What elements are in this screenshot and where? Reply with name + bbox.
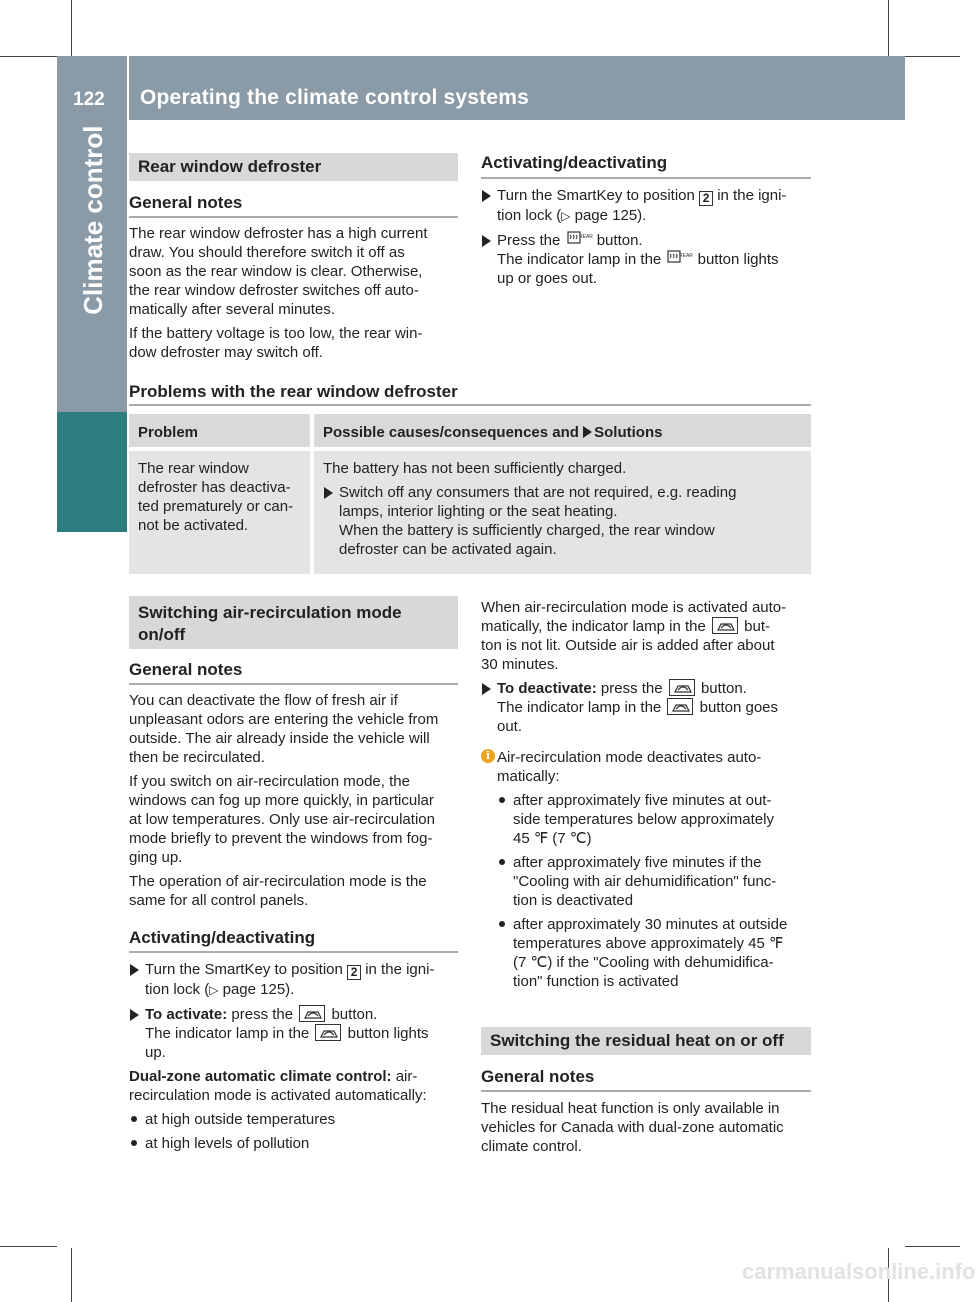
crop-mark bbox=[0, 1246, 57, 1247]
step-arrow-icon bbox=[482, 190, 491, 202]
title-line: Switching air-recirculation mode bbox=[138, 603, 402, 622]
rear-label: REAR bbox=[578, 234, 593, 240]
header-separator bbox=[127, 56, 129, 120]
step-text: out. bbox=[497, 718, 523, 735]
dual-zone-paragraph bbox=[129, 1067, 464, 1105]
recirculation-steps bbox=[129, 960, 464, 1158]
solution-step bbox=[323, 483, 803, 559]
list-item bbox=[497, 791, 816, 848]
step-text: Press the bbox=[497, 232, 561, 249]
table-cell-causes bbox=[314, 451, 811, 574]
defroster-steps bbox=[481, 186, 816, 293]
text-line: ton is not lit. Outside air is added after about bbox=[481, 637, 775, 654]
text-line: lamps, interior lighting or the seat heating. bbox=[339, 503, 618, 520]
list-item bbox=[497, 853, 816, 910]
bullet-icon bbox=[499, 921, 505, 927]
crop-mark bbox=[71, 1248, 72, 1302]
rear-label: REAR bbox=[679, 253, 694, 259]
text-line: 30 minutes. bbox=[481, 656, 559, 673]
step-text: tion lock ( bbox=[497, 207, 562, 224]
step-text: button. bbox=[700, 680, 747, 697]
text-line: If the battery voltage is too low, the rear win- bbox=[129, 325, 423, 342]
page-reference[interactable]: page 125). bbox=[222, 981, 295, 998]
text-line: ging up. bbox=[129, 849, 183, 866]
activating-heading: Activating/deactivating bbox=[129, 928, 316, 947]
recirculation-button-icon bbox=[669, 679, 695, 696]
heading-rule bbox=[129, 404, 811, 406]
step-text: press the bbox=[231, 1006, 294, 1023]
text-line: (7 ℃) if the "Cooling with dehumidifica- bbox=[513, 954, 774, 971]
heading-rule bbox=[129, 683, 458, 685]
step-text: press the bbox=[600, 680, 663, 697]
step-text: button goes bbox=[699, 699, 779, 716]
step-label: To deactivate: bbox=[497, 680, 597, 697]
text-line: The operation of air-recirculation mode is the bbox=[129, 873, 427, 890]
instruction-step bbox=[481, 186, 816, 226]
text-line: unpleasant odors are entering the vehicle from bbox=[129, 711, 439, 728]
table-header-causes bbox=[314, 414, 811, 447]
problems-heading: Problems with the rear window defroster bbox=[129, 382, 458, 401]
step-arrow-icon bbox=[482, 235, 491, 247]
key-position-icon: 2 bbox=[699, 191, 713, 206]
text-line: same for all control panels. bbox=[129, 892, 309, 909]
text-line: The rear window defroster has a high current bbox=[129, 225, 428, 242]
instruction-step bbox=[481, 231, 816, 288]
page-number: 122 bbox=[73, 89, 105, 110]
crop-mark bbox=[71, 0, 72, 56]
residual-heat-notes bbox=[481, 1099, 816, 1156]
instruction-step bbox=[129, 960, 464, 1000]
text-line: after approximately five minutes if the bbox=[513, 854, 762, 871]
title-line: on/off bbox=[138, 625, 186, 644]
text-line: mode briefly to prevent the windows from fog- bbox=[129, 830, 433, 847]
text-line: When air-recirculation mode is activated auto- bbox=[481, 599, 787, 616]
step-text: The indicator lamp in the bbox=[497, 251, 662, 268]
text-line: The rear window bbox=[138, 460, 249, 477]
notes-paragraph bbox=[129, 872, 464, 910]
instruction-step bbox=[129, 1005, 464, 1062]
crop-mark bbox=[0, 56, 57, 57]
text-line: but- bbox=[744, 618, 771, 635]
bullet-text: at high levels of pollution bbox=[145, 1135, 310, 1152]
heading-rule bbox=[481, 177, 811, 179]
step-text: in the igni- bbox=[717, 187, 787, 204]
bullet-icon bbox=[499, 859, 505, 865]
bullet-text: at high outside temperatures bbox=[145, 1111, 336, 1128]
text-line: ted prematurely or can- bbox=[138, 498, 294, 515]
text-line: If you switch on air-recirculation mode, the bbox=[129, 773, 410, 790]
watermark: carmanualsonline.info bbox=[742, 1259, 976, 1284]
page-title: Operating the climate control systems bbox=[140, 86, 530, 109]
step-text: tion lock ( bbox=[145, 981, 210, 998]
text-line: matically, the indicator lamp in the bbox=[481, 618, 706, 635]
text-line: When the battery is sufficiently charged, the rear window bbox=[339, 522, 715, 539]
text-line: tion" function is activated bbox=[513, 973, 679, 990]
rear-defroster-button-icon bbox=[667, 250, 694, 267]
text-line: 45 ℉ (7 ℃) bbox=[513, 830, 592, 847]
list-item bbox=[129, 1134, 464, 1153]
table-header-problem: Problem bbox=[129, 414, 310, 447]
text-line: Air-recirculation mode deactivates auto- bbox=[497, 749, 762, 766]
instruction-step bbox=[481, 679, 816, 736]
step-label: To activate: bbox=[145, 1006, 228, 1023]
step-text: Turn the SmartKey to position bbox=[145, 961, 343, 978]
notes-paragraph-1 bbox=[129, 224, 464, 319]
text-line: Switch off any consumers that are not required, e.g. reading bbox=[339, 484, 737, 501]
list-item bbox=[497, 915, 816, 991]
bullet-icon bbox=[131, 1116, 137, 1122]
table-cell-problem bbox=[129, 451, 310, 574]
text-line: outside. The air already inside the vehicle will bbox=[129, 730, 430, 747]
bullet-icon bbox=[131, 1140, 137, 1146]
cause-text: The battery has not been sufficiently charged. bbox=[323, 460, 627, 477]
text-line: matically: bbox=[497, 768, 560, 785]
text-line: after approximately five minutes at out- bbox=[513, 792, 772, 809]
text-line: windows can fog up more quickly, in particular bbox=[129, 792, 434, 809]
page-ref-arrow-icon: ▷ bbox=[561, 209, 571, 223]
text-line: after approximately 30 minutes at outside bbox=[513, 916, 788, 933]
text-line: side temperatures below approximately bbox=[513, 811, 774, 828]
info-icon: i bbox=[481, 749, 495, 763]
text-line: tion is deactivated bbox=[513, 892, 634, 909]
text-line: soon as the rear window is clear. Otherwise, bbox=[129, 263, 423, 280]
step-arrow-icon bbox=[324, 487, 333, 499]
recirculation-button-icon bbox=[667, 698, 693, 715]
page-reference[interactable]: page 125). bbox=[574, 207, 647, 224]
recirculation-button-icon bbox=[299, 1005, 325, 1022]
text-line: temperatures above approximately 45 ℉ bbox=[513, 935, 784, 952]
general-notes-heading: General notes bbox=[481, 1067, 595, 1086]
general-notes-heading: General notes bbox=[129, 660, 243, 679]
auto-activation-paragraph bbox=[481, 598, 816, 674]
text-line: You can deactivate the flow of fresh air if bbox=[129, 692, 398, 709]
text-line: climate control. bbox=[481, 1138, 582, 1155]
text-line: defroster can be activated again. bbox=[339, 541, 557, 558]
rear-defroster-notes bbox=[129, 224, 464, 367]
list-item bbox=[129, 1110, 464, 1129]
text-line: dow defroster may switch off. bbox=[129, 344, 323, 361]
notes-paragraph bbox=[129, 691, 464, 767]
rear-defroster-button-icon bbox=[567, 231, 591, 248]
key-position-icon: 2 bbox=[347, 965, 361, 980]
text-line: matically after several minutes. bbox=[129, 301, 335, 318]
text-line: vehicles for Canada with dual-zone automatic bbox=[481, 1119, 784, 1136]
crop-mark bbox=[888, 0, 889, 56]
notes-paragraph bbox=[129, 772, 464, 867]
general-notes-heading: General notes bbox=[129, 193, 243, 212]
header-text: Solutions bbox=[594, 424, 663, 441]
heading-rule bbox=[481, 1090, 811, 1092]
crop-mark bbox=[905, 1246, 960, 1247]
heading-rule bbox=[129, 216, 458, 218]
step-text: The indicator lamp in the bbox=[497, 699, 662, 716]
bullet-icon bbox=[499, 797, 505, 803]
step-arrow-icon bbox=[130, 1009, 139, 1021]
step-text: The indicator lamp in the bbox=[145, 1025, 310, 1042]
text-line: the rear window defroster switches off auto- bbox=[129, 282, 419, 299]
chapter-label: Climate control bbox=[77, 125, 108, 315]
step-text: button lights bbox=[347, 1025, 429, 1042]
text-line: The residual heat function is only available in bbox=[481, 1100, 780, 1117]
step-text: button. bbox=[596, 232, 643, 249]
text-line: then be recirculated. bbox=[129, 749, 265, 766]
section-title-residual-heat: Switching the residual heat on or off bbox=[481, 1027, 811, 1055]
step-text: in the igni- bbox=[365, 961, 435, 978]
activating-heading: Activating/deactivating bbox=[481, 153, 668, 172]
heading-rule bbox=[129, 951, 458, 953]
recirculation-continued bbox=[481, 598, 816, 996]
recirculation-button-icon bbox=[712, 617, 738, 634]
step-text: up. bbox=[145, 1044, 166, 1061]
recirculation-button-icon bbox=[315, 1024, 341, 1041]
notes-paragraph-2 bbox=[129, 324, 464, 362]
text-line: defroster has deactiva- bbox=[138, 479, 291, 496]
dual-zone-label: Dual-zone automatic climate control: bbox=[129, 1068, 392, 1085]
step-text: up or goes out. bbox=[497, 270, 598, 287]
page-ref-arrow-icon: ▷ bbox=[209, 983, 219, 997]
step-text: button. bbox=[331, 1006, 378, 1023]
step-arrow-icon bbox=[130, 964, 139, 976]
header-text: Possible causes/consequences and bbox=[323, 424, 579, 441]
text-line: "Cooling with air dehumidification" func- bbox=[513, 873, 777, 890]
recirculation-notes bbox=[129, 691, 464, 915]
side-tab-marker bbox=[57, 412, 127, 532]
text-line: recirculation mode is activated automatically: bbox=[129, 1087, 427, 1104]
text-line: draw. You should therefore switch it off as bbox=[129, 244, 405, 261]
crop-mark bbox=[905, 56, 960, 57]
text-line: at low temperatures. Only use air-recirculation bbox=[129, 811, 435, 828]
text-line: not be activated. bbox=[138, 517, 249, 534]
section-title-recirculation bbox=[129, 596, 458, 649]
step-arrow-icon bbox=[482, 683, 491, 695]
step-text: button lights bbox=[697, 251, 779, 268]
step-text: Turn the SmartKey to position bbox=[497, 187, 695, 204]
solution-arrow-icon bbox=[583, 426, 592, 438]
info-note bbox=[481, 748, 816, 991]
text-line: air- bbox=[395, 1068, 418, 1085]
section-title-rear-defroster: Rear window defroster bbox=[129, 153, 458, 181]
